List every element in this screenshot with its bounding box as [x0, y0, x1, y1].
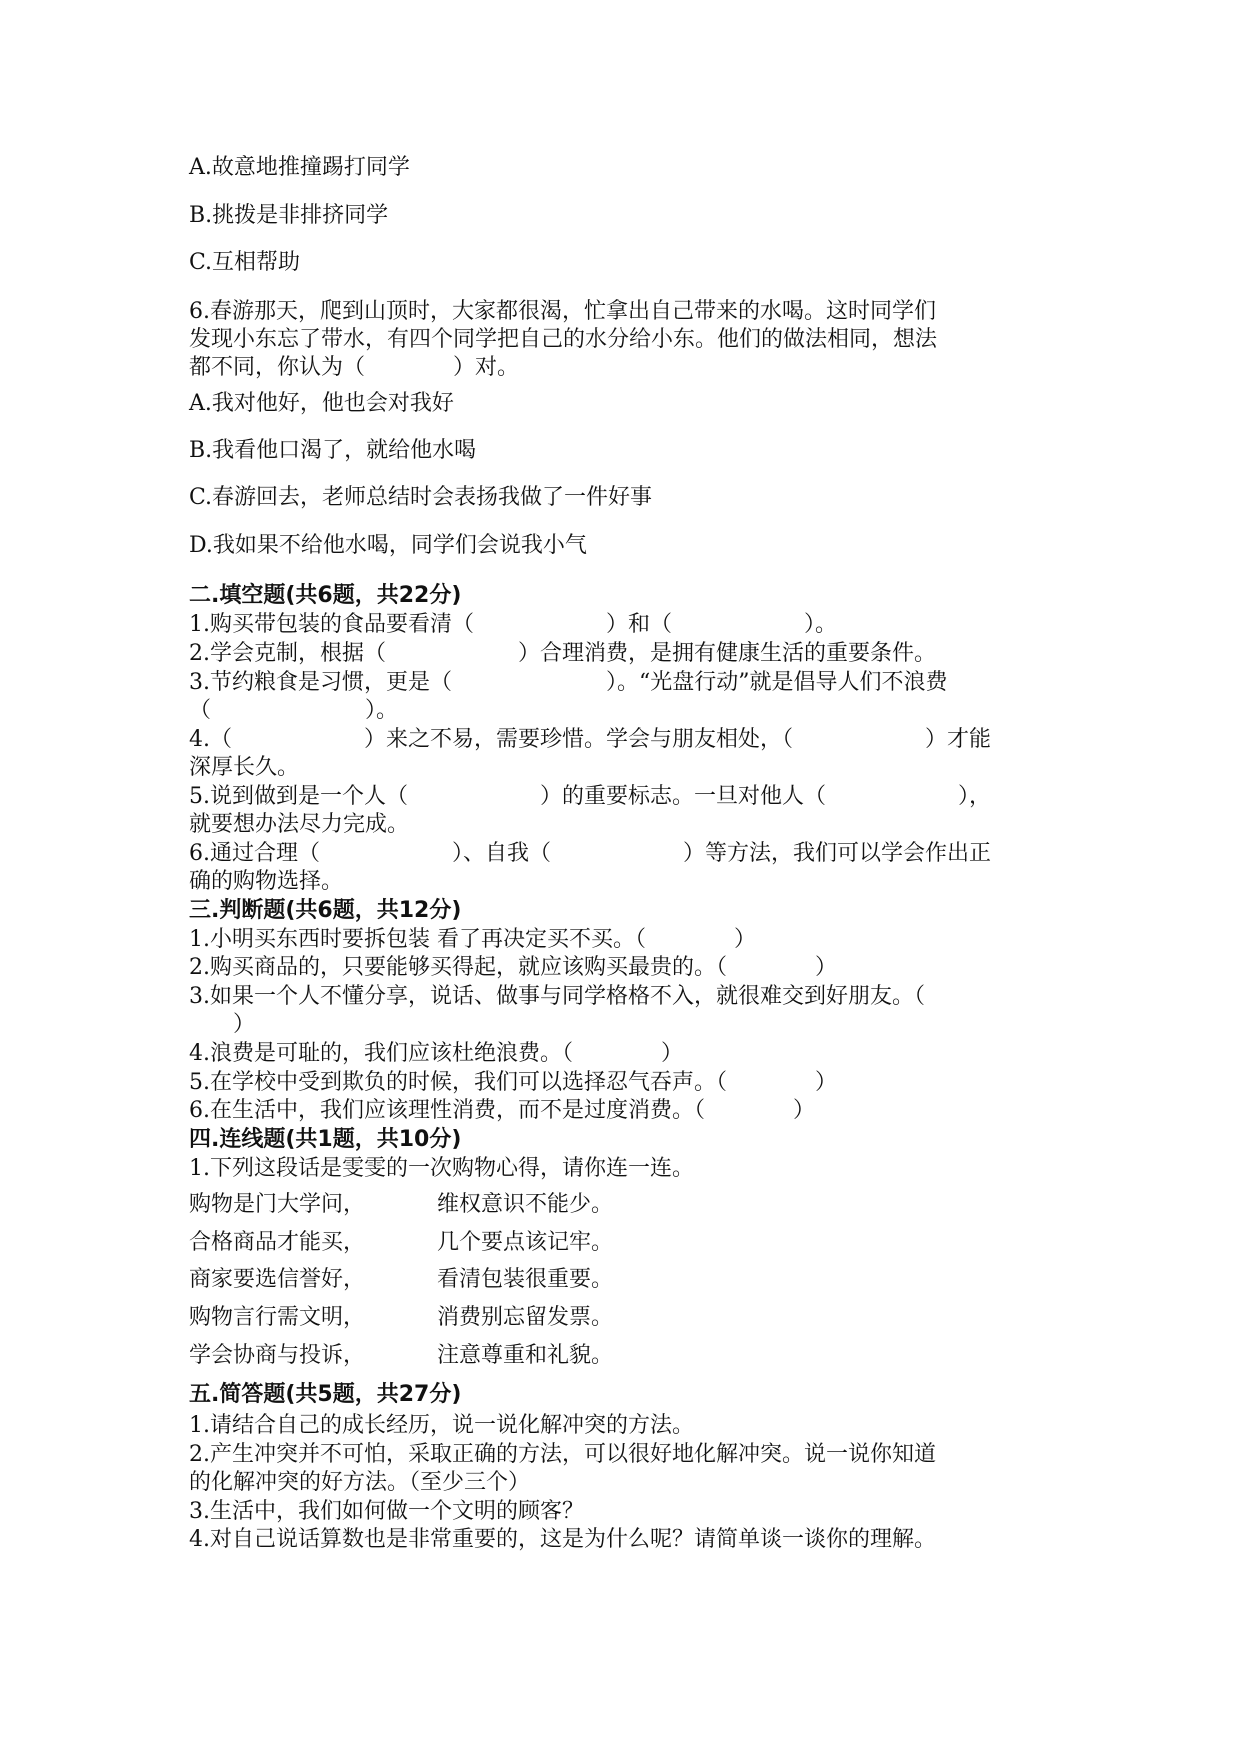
short-answer-line: 的化解冲突的好方法。（至少三个） — [189, 1470, 531, 1495]
true-false-line: ） — [189, 1012, 256, 1037]
matching-left-item: 商家要选信誉好， — [189, 1267, 366, 1292]
matching-heading: 四.连线题(共1题，共10分) — [189, 1127, 462, 1152]
matching-prompt: 1.下列这段话是雯雯的一次购物心得，请你连一连。 — [189, 1156, 694, 1181]
q6-stem-line: 发现小东忘了带水，有四个同学把自己的水分给小东。他们的做法相同，想法 — [189, 327, 938, 352]
true-false-line: 6.在生活中，我们应该理性消费，而不是过度消费。（ ） — [189, 1098, 815, 1123]
q6-option-a: A.我对他好，他也会对我好 — [189, 391, 454, 416]
matching-right-item: 几个要点该记牢。 — [437, 1230, 614, 1255]
matching-right-item: 注意尊重和礼貌。 — [437, 1343, 614, 1368]
short-answer-heading: 五.简答题(共5题，共27分) — [189, 1382, 462, 1407]
q6-option-b: B.我看他口渴了，就给他水喝 — [189, 438, 477, 463]
matching-left-item: 购物是门大学问， — [189, 1192, 366, 1217]
q6-option-c: C.春游回去，老师总结时会表扬我做了一件好事 — [189, 485, 653, 510]
true-false-heading: 三.判断题(共6题，共12分) — [189, 898, 462, 923]
true-false-line: 1.小明买东西时要拆包装 看了再决定买不买。（ ） — [189, 927, 756, 952]
fill-blank-line: 4.（ ）来之不易，需要珍惜。学会与朋友相处，（ ）才能 — [189, 727, 991, 752]
short-answer-line: 1.请结合自己的成长经历，说一说化解冲突的方法。 — [189, 1413, 694, 1438]
fill-blank-heading: 二.填空题(共6题，共22分) — [189, 583, 462, 608]
true-false-line: 2.购买商品的，只要能够买得起，就应该购买最贵的。（ ） — [189, 955, 837, 980]
fill-blank-line: 确的购物选择。 — [189, 869, 344, 894]
short-answer-line: 2.产生冲突并不可怕，采取正确的方法，可以很好地化解冲突。说一说你知道 — [189, 1442, 936, 1467]
matching-right-item: 消费别忘留发票。 — [437, 1305, 614, 1330]
fill-blank-line: 就要想办法尽力完成。 — [189, 812, 410, 837]
matching-right-item: 维权意识不能少。 — [437, 1192, 614, 1217]
q5-option-a: A.故意地推撞踢打同学 — [189, 155, 410, 180]
fill-blank-line: 5.说到做到是一个人（ ）的重要标志。一旦对他人（ ）， — [189, 784, 991, 809]
matching-left-item: 学会协商与投诉， — [189, 1343, 366, 1368]
q6-stem-line: 都不同，你认为（ ）对。 — [189, 355, 520, 380]
matching-left-item: 购物言行需文明， — [189, 1305, 366, 1330]
fill-blank-line: 3.节约粮食是习惯，更是（ ）。“光盘行动”就是倡导人们不浪费 — [189, 670, 948, 695]
q6-stem-line: 6.春游那天，爬到山顶时，大家都很渴，忙拿出自己带来的水喝。这时同学们 — [189, 299, 936, 324]
fill-blank-line: 深厚长久。 — [189, 755, 300, 780]
true-false-line: 5.在学校中受到欺负的时候，我们可以选择忍气吞声。（ ） — [189, 1070, 837, 1095]
true-false-line: 3.如果一个人不懂分享，说话、做事与同学格格不入，就很难交到好朋友。（ — [189, 984, 925, 1009]
matching-right-item: 看清包装很重要。 — [437, 1267, 614, 1292]
q5-option-c: C.互相帮助 — [189, 250, 301, 275]
fill-blank-line: 6.通过合理（ ）、自我（ ）等方法，我们可以学会作出正 — [189, 841, 991, 866]
q6-option-d: D.我如果不给他水喝，同学们会说我小气 — [189, 533, 587, 558]
matching-left-item: 合格商品才能买， — [189, 1230, 366, 1255]
short-answer-line: 3.生活中，我们如何做一个文明的顾客？ — [189, 1499, 584, 1524]
fill-blank-line: 2.学会克制，根据（ ）合理消费，是拥有健康生活的重要条件。 — [189, 641, 936, 666]
q5-option-b: B.挑拨是非排挤同学 — [189, 203, 389, 228]
fill-blank-line: 1.购买带包装的食品要看清（ ）和（ ）。 — [189, 612, 837, 637]
fill-blank-line: （ ）。 — [189, 698, 399, 723]
true-false-line: 4.浪费是可耻的，我们应该杜绝浪费。（ ） — [189, 1041, 683, 1066]
short-answer-line: 4.对自己说话算数也是非常重要的，这是为什么呢？请简单谈一谈你的理解。 — [189, 1527, 936, 1552]
